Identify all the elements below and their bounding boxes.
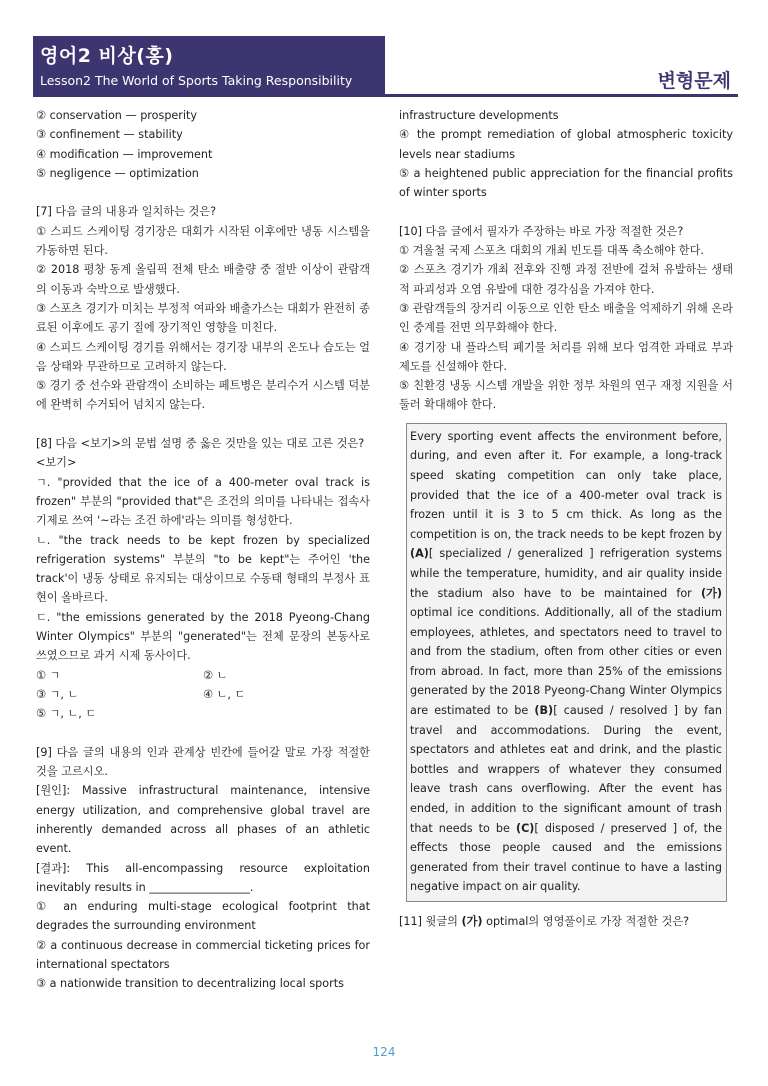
q9-effect: [결과]: This all-encompassing resource exploitation inevitably results in __________________. (36, 861, 370, 894)
q10-option: ① 겨울철 국제 스포츠 대회의 개최 빈도를 대폭 축소해야 한다. (399, 244, 704, 258)
underline-ga-label: (가) (700, 586, 722, 600)
q11-stem: [11] 윗글의 (가) optimal의 영영풀이로 가장 적절한 것은? (399, 915, 690, 928)
q9-option: ⑤ a heightened public appreciation for the financial profits of winter sports (399, 166, 733, 200)
q8-choice: ① ㄱ (36, 668, 61, 682)
header-title: 영어2 비상(홍) (40, 45, 174, 67)
q8-choice: ③ ㄱ, ㄴ (36, 687, 79, 701)
q9-option: ② a continuous decrease in commercial ticketing prices for international spectators (36, 938, 370, 972)
passage-text: optimal ice conditions. Additionally, all of the stadium employees, athletes, and spectators need to travel to and from the stadium, often from other cities or even from abroad. In fact, more than 25% of the emissions generated by the 2018 Pyeong-Chang Winter Olympics are estimated to be (410, 606, 722, 718)
q7-stem: [7] 다음 글의 내용과 일치하는 것은? (36, 205, 217, 219)
q7-option: ③ 스포츠 경기가 미치는 부정적 여파와 배출가스는 대회가 완전히 종료된 이후에도 공기 질에 장기적인 영향을 미친다. (36, 301, 370, 335)
q9-option: ④ the prompt remediation of global atmospheric toxicity levels near stadiums (399, 128, 733, 161)
q6-option: ② conservation — prosperity (36, 109, 198, 122)
q8-choice: ⑤ ㄱ, ㄴ, ㄷ (36, 707, 97, 721)
q10-option: ② 스포츠 경기가 개최 전후와 진행 과정 전반에 걸쳐 유발하는 생태적 파괴성과 오염 유발에 대한 경각심을 가져야 한다. (399, 263, 733, 296)
passage-text: refrigeration systems while the temperature, humidity, and air quality inside the stadium also have to be maintained for (410, 547, 722, 600)
q7-option: ⑤ 경기 중 선수와 관람객이 소비하는 페트병은 분리수거 시스템 덕분에 완벽히 수거되어 넘치지 않는다. (36, 379, 370, 412)
blank-a-choice: [ specialized / generalized ] (428, 547, 594, 561)
passage-text: by fan travel and accommodations. During the event, spectators and athletes eat and drink, and the plastic bottles and wrappers of whatever they consumed leave trash cans overflowing. After the event has ended, in addition to the significant amount of trash that needs to be (410, 704, 722, 835)
q7-option: ① 스피드 스케이팅 경기장은 대회가 시작된 이후에만 냉동 시스템을 가동하면 된다. (36, 224, 370, 258)
q6-option: ⑤ negligence — optimization (36, 166, 199, 180)
blank-c-label: (C) (515, 821, 535, 835)
bogi-item: ㄷ. "the emissions generated by the 2018 Pyeong-Chang Winter Olympics" 부분의 "generated"는 전체 문장의 본동사로 쓰였으므로 과거 시제 동사이다. (36, 610, 370, 663)
q9-option-continued: infrastructure developments (399, 109, 559, 122)
q9-option: ① an enduring multi-stage ecological footprint that degrades the surrounding environment (36, 900, 370, 933)
header-rule (33, 94, 738, 97)
q10-option: ③ 관람객들의 장거리 이동으로 인한 탄소 배출을 억제하기 위해 온라인 중계를 전면 의무화해야 한다. (399, 301, 733, 335)
bogi-item: ㄱ. "provided that the ice of a 400-meter oval track is frozen" 부분의 "provided that"은 조건의 의미를 나타내는 접속사 기제로 쓰여 '~라는 조건 하에'라는 의미를 형성한다. (36, 475, 370, 528)
blank-b-choice: [ caused / resolved ] (553, 704, 678, 718)
blank-c-choice: [ disposed / preserved ] (534, 821, 678, 835)
header-subtitle: Lesson2 The World of Sports Taking Responsibility (40, 73, 353, 88)
section-label: 변형문제 (657, 70, 731, 92)
reading-passage (406, 423, 727, 902)
page-number: 124 (372, 1045, 396, 1059)
bogi-item: ㄴ. "the track needs to be kept frozen by specialized refrigeration systems" 부분의 "to be kept"는 주어인 'the track'이 냉동 상태로 유지되는 대상이므로 수동태 형태의 부정사 표현이 올바르다. (36, 533, 370, 605)
q7-option: ④ 스피드 스케이팅 경기를 위해서는 경기장 내부의 온도나 습도는 얼음 상태와 무관하므로 고려하지 않는다. (36, 340, 370, 373)
q11-ga-label: (가) (461, 915, 483, 928)
passage-text: of, the effects those people caused and the emissions generated from their travel continue to have a lasting negative impact on air quality. (410, 821, 722, 894)
passage-text: Every sporting event affects the environment before, during, and even after it. For example, a long-track speed skating competition can only take place, provided that the ice of a 400-meter oval track is frozen until it is 3 to 5 cm thick. As long as the competition is on, the track needs to be kept frozen by (410, 429, 722, 541)
q8-stem: [8] 다음 <보기>의 문법 설명 중 옳은 것만을 있는 대로 고른 것은? (36, 437, 365, 451)
blank-a-label: (A) (410, 547, 429, 561)
q9-cause: [원인]: Massive infrastructural maintenance, intensive energy utilization, and comprehensive global travel are inherently demanded across all phases of an athletic event. (36, 784, 370, 856)
q6-option: ③ confinement — stability (36, 128, 183, 142)
q8-choice: ② ㄴ (203, 668, 228, 682)
left-column (36, 106, 370, 994)
q6-option: ④ modification — improvement (36, 147, 213, 161)
q8-choice: ④ ㄴ, ㄷ (203, 687, 246, 701)
q10-option: ⑤ 친환경 냉동 시스템 개발을 위한 정부 차원의 연구 재정 지원을 서둘러 확대해야 한다. (399, 379, 733, 412)
q9-option: ③ a nationwide transition to decentralizing local sports (36, 977, 344, 991)
bogi-label: <보기> (36, 456, 77, 470)
q10-stem: [10] 다음 글에서 필자가 주장하는 바로 가장 적절한 것은? (399, 224, 684, 238)
q10-option: ④ 경기장 내 플라스틱 폐기물 처리를 위해 보다 엄격한 과태료 부과 제도를 신설해야 한다. (399, 340, 733, 373)
q7-option: ② 2018 평창 동계 올림픽 전체 탄소 배출량 중 절반 이상이 관람객의 이동과 숙박으로 발생했다. (36, 263, 370, 296)
blank-b-label: (B) (534, 704, 554, 718)
right-column (399, 106, 733, 931)
q9-stem: [9] 다음 글의 내용의 인과 관계상 빈칸에 들어갈 말로 가장 적절한 것을 고르시오. (36, 745, 370, 779)
